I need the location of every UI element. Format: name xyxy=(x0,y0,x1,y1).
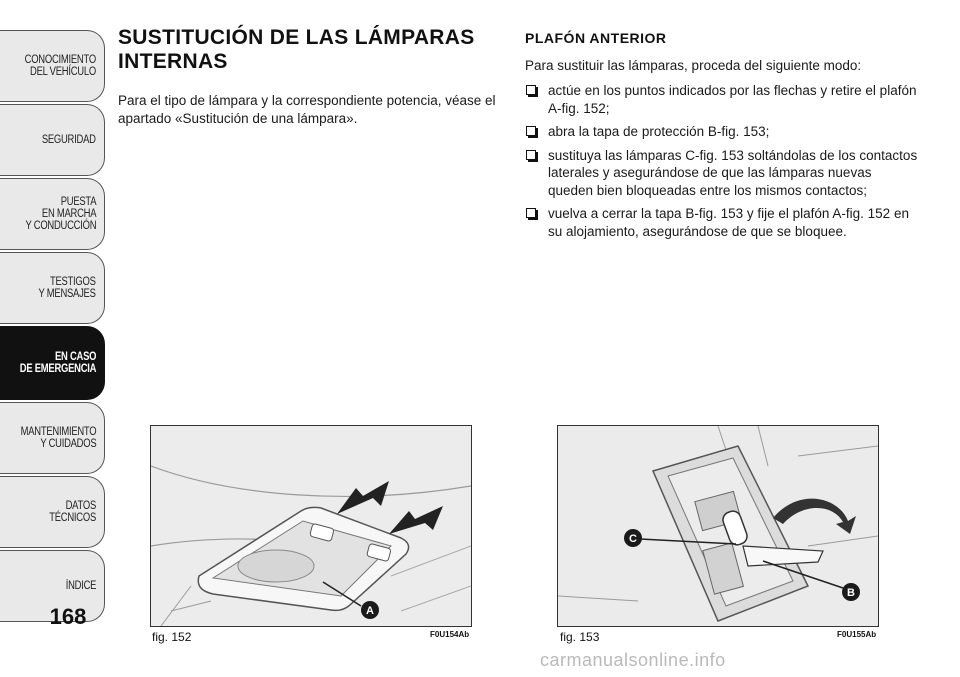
list-item xyxy=(525,205,920,240)
tab-datos-tecnicos[interactable] xyxy=(0,476,105,548)
list-item xyxy=(525,82,920,117)
figure-152-caption: fig. 152 xyxy=(152,630,192,644)
tab-label: DATOS TÉCNICOS xyxy=(49,500,96,524)
tab-label: ÍNDICE xyxy=(65,580,96,592)
intro-paragraph: Para el tipo de lámpara y la correspondiente potencia, véase el apartado «Sustitución de una lámpara». xyxy=(118,93,496,126)
tab-seguridad[interactable] xyxy=(0,104,105,176)
checkbox-bullet-icon xyxy=(526,85,536,95)
tab-label: MANTENIMIENTO Y CUIDADOS xyxy=(20,426,96,450)
figure-152-illustration xyxy=(150,425,472,627)
figure-152-code: F0U154Ab xyxy=(430,630,470,639)
figure-153-code: F0U155Ab xyxy=(837,630,877,639)
list-item xyxy=(525,147,920,200)
checkbox-bullet-icon xyxy=(526,208,536,218)
tab-label: EN CASO DE EMERGENCIA xyxy=(19,351,96,375)
checkbox-bullet-icon xyxy=(526,150,536,160)
step-text: vuelva a cerrar la tapa B-fig. 153 y fije el plafón A-fig. 152 en su alojamiento, asegurándose de que se bloquee. xyxy=(548,206,909,239)
tab-label: CONOCIMIENTO DEL VEHÍCULO xyxy=(24,54,96,78)
tab-puesta-en-marcha[interactable] xyxy=(0,178,105,250)
lamp-replacement-drawing xyxy=(558,426,878,626)
section-title: SUSTITUCIÓN DE LAS LÁMPARAS INTERNAS xyxy=(118,26,475,73)
tab-mantenimiento-y-cuidados[interactable] xyxy=(0,402,105,474)
step-text: sustituya las lámparas C-fig. 153 soltándolas de los contactos laterales y asegurándose de que las lámparas nuevas queden bien bloqueadas entre los mismos contactos; xyxy=(548,147,918,198)
tab-label: SEGURIDAD xyxy=(42,134,96,146)
tab-label: TESTIGOS Y MENSAJES xyxy=(38,276,96,300)
ceiling-light-drawing xyxy=(151,426,471,626)
figure-153-illustration xyxy=(557,425,879,627)
lead-paragraph: Para sustituir las lámparas, proceda del siguiente modo: xyxy=(525,58,862,73)
page-number: 168 xyxy=(49,604,87,629)
subheading: PLAFÓN ANTERIOR xyxy=(525,30,667,46)
step-text: abra la tapa de protección B-fig. 153; xyxy=(548,124,770,139)
checkbox-bullet-icon xyxy=(526,126,536,136)
tab-label: PUESTA EN MARCHA Y CONDUCCIÓN xyxy=(25,196,96,232)
tab-conocimiento-del-vehiculo[interactable] xyxy=(0,30,105,102)
callout-c-label: C xyxy=(629,533,637,545)
watermark: carmanualsonline.info xyxy=(540,650,726,670)
callout-a-label: A xyxy=(366,605,374,617)
tab-testigos-y-mensajes[interactable] xyxy=(0,252,105,324)
list-item xyxy=(525,123,920,141)
step-text: actúe en los puntos indicados por las flechas y retire el plafón A-fig. 152; xyxy=(548,83,917,116)
steps-list xyxy=(525,82,920,246)
tab-en-caso-de-emergencia[interactable] xyxy=(0,326,105,400)
figure-153-caption: fig. 153 xyxy=(560,630,600,644)
callout-b-label: B xyxy=(847,587,855,599)
